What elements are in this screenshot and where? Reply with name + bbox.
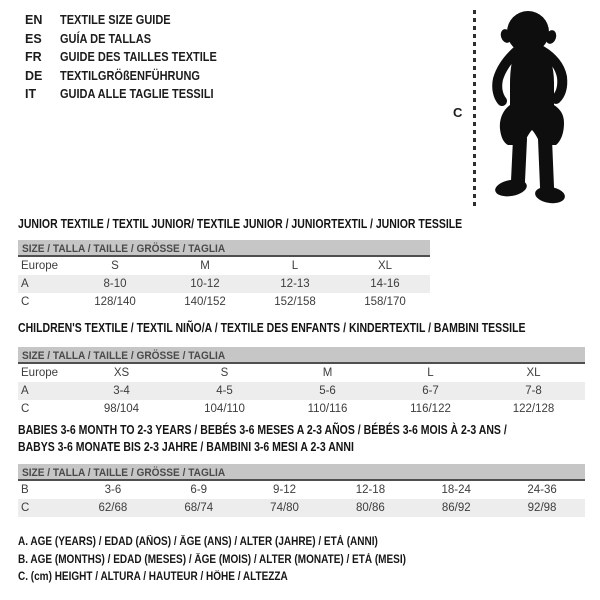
size-value-cell: 74/80 xyxy=(270,502,299,514)
table-row-europe xyxy=(18,364,585,382)
footnote-height: C. (cm) HEIGHT / ALTURA / HAUTEUR / HÖHE / ALTEZZA xyxy=(18,571,288,583)
baby-silhouette-image xyxy=(484,9,580,207)
size-value-cell: 18-24 xyxy=(441,484,471,496)
size-value-cell: 128/140 xyxy=(94,296,136,308)
height-measure-dashed-line xyxy=(473,10,476,207)
babies-table-title-line1: BABIES 3-6 MONTH TO 2-3 YEARS / BEBÉS 3-6 MESES A 2-3 AÑOS / BÉBÉS 3-6 MOIS À 2-3 ANS / xyxy=(18,423,507,437)
row-label: Europe xyxy=(21,260,59,272)
size-value-cell: 80/86 xyxy=(356,502,385,514)
language-label: GUIDE DES TAILLES TEXTILE xyxy=(60,50,217,65)
size-value-cell: 98/104 xyxy=(103,403,140,415)
size-value-cell: XS xyxy=(113,367,130,379)
size-value-cell: 152/158 xyxy=(274,296,316,308)
language-code: FR xyxy=(25,50,42,65)
table-row-age xyxy=(18,275,430,293)
language-row xyxy=(25,30,238,49)
table-row-height xyxy=(18,499,585,517)
footnote-age-years: A. AGE (YEARS) / EDAD (AÑOS) / ÂGE (ANS) / ALTER (JAHRE) / ETÀ (ANNI) xyxy=(18,536,378,548)
size-value-cell: 10-12 xyxy=(190,278,220,290)
size-value-cell: 7-8 xyxy=(525,385,542,397)
size-value-cell: 68/74 xyxy=(184,502,214,514)
table-row-height xyxy=(18,400,585,418)
row-label: C xyxy=(21,296,30,308)
size-value-cell: L xyxy=(291,260,299,272)
size-value-cell: 158/170 xyxy=(364,296,406,308)
size-header-bar xyxy=(18,347,585,364)
babies-table-title-line2: BABYS 3-6 MONATE BIS 2-3 JAHRE / BAMBINI 3-6 MESI A 2-3 ANNI xyxy=(18,440,354,454)
row-label: A xyxy=(21,278,29,290)
language-row xyxy=(25,85,238,104)
language-code: IT xyxy=(25,87,37,102)
size-header-bar xyxy=(18,464,585,481)
footnotes xyxy=(18,536,464,589)
size-value-cell: 8-10 xyxy=(103,278,127,290)
language-row xyxy=(25,11,238,30)
language-code: EN xyxy=(25,13,43,28)
size-value-cell: 140/152 xyxy=(184,296,226,308)
size-value-cell: S xyxy=(111,260,119,272)
size-value-cell: 9-12 xyxy=(273,484,297,496)
size-value-cell: 92/98 xyxy=(527,502,557,514)
size-value-cell: S xyxy=(220,367,229,379)
row-label: A xyxy=(21,385,29,397)
size-value-cell: M xyxy=(200,260,210,272)
size-value-cell: 110/116 xyxy=(307,403,348,415)
junior-table xyxy=(18,240,430,311)
language-row xyxy=(25,67,238,86)
size-value-cell: 3-6 xyxy=(104,484,122,496)
row-label: C xyxy=(21,502,30,514)
size-value-cell: 116/122 xyxy=(410,403,451,415)
size-value-cell: 3-4 xyxy=(113,385,130,397)
row-label: B xyxy=(21,484,29,496)
size-value-cell: 104/110 xyxy=(204,403,245,415)
language-label: TEXTILGRÖßENFÜHRUNG xyxy=(60,68,200,83)
size-value-cell: 6-9 xyxy=(190,484,208,496)
size-header-label: SIZE / TALLA / TAILLE / GRÖSSE / TAGLIA xyxy=(22,467,226,479)
row-label: C xyxy=(21,403,30,415)
language-label: GUÍA DE TALLAS xyxy=(60,31,152,46)
size-value-cell: XL xyxy=(377,260,393,272)
size-value-cell: XL xyxy=(526,367,541,379)
size-value-cell: 12-18 xyxy=(355,484,386,496)
size-value-cell: 24-36 xyxy=(527,484,557,496)
size-value-cell: 12-13 xyxy=(280,278,310,290)
language-header xyxy=(25,11,238,104)
language-label: GUIDA ALLE TAGLIE TESSILI xyxy=(60,87,214,102)
children-table xyxy=(18,347,585,418)
size-value-cell: 4-5 xyxy=(216,385,233,397)
table-row-europe xyxy=(18,257,430,275)
size-value-cell: 6-7 xyxy=(422,385,439,397)
size-value-cell: 5-6 xyxy=(319,385,336,397)
row-label: Europe xyxy=(21,367,59,379)
language-code: DE xyxy=(25,68,43,83)
size-value-cell: 86/92 xyxy=(441,502,471,514)
babies-table xyxy=(18,464,585,517)
size-value-cell: 122/128 xyxy=(512,403,555,415)
table-row-age-months xyxy=(18,481,585,499)
table-row-height xyxy=(18,293,430,311)
size-header-label: SIZE / TALLA / TAILLE / GRÖSSE / TAGLIA xyxy=(22,243,226,255)
size-value-cell: L xyxy=(427,367,434,379)
size-value-cell: M xyxy=(322,367,333,379)
size-value-cell: 14-16 xyxy=(370,278,400,290)
size-header-bar xyxy=(18,240,430,257)
language-code: ES xyxy=(25,31,42,46)
language-row xyxy=(25,48,238,67)
children-table-title: CHILDREN'S TEXTILE / TEXTIL NIÑO/A / TEXTILE DES ENFANTS / KINDERTEXTIL / BAMBINI TESSILE xyxy=(18,321,526,335)
size-header-label: SIZE / TALLA / TAILLE / GRÖSSE / TAGLIA xyxy=(22,350,226,362)
language-label: TEXTILE SIZE GUIDE xyxy=(60,13,171,28)
size-value-cell: 62/68 xyxy=(98,502,128,514)
table-row-age xyxy=(18,382,585,400)
babies-table-title xyxy=(18,422,600,456)
footnote-age-months: B. AGE (MONTHS) / EDAD (MESES) / ÂGE (MOIS) / ALTER (MONATE) / ETÀ (MESI) xyxy=(18,553,406,566)
height-measure-label: C xyxy=(453,105,463,120)
junior-table-title: JUNIOR TEXTILE / TEXTIL JUNIOR/ TEXTILE JUNIOR / JUNIORTEXTIL / JUNIOR TESSILE xyxy=(18,217,463,231)
